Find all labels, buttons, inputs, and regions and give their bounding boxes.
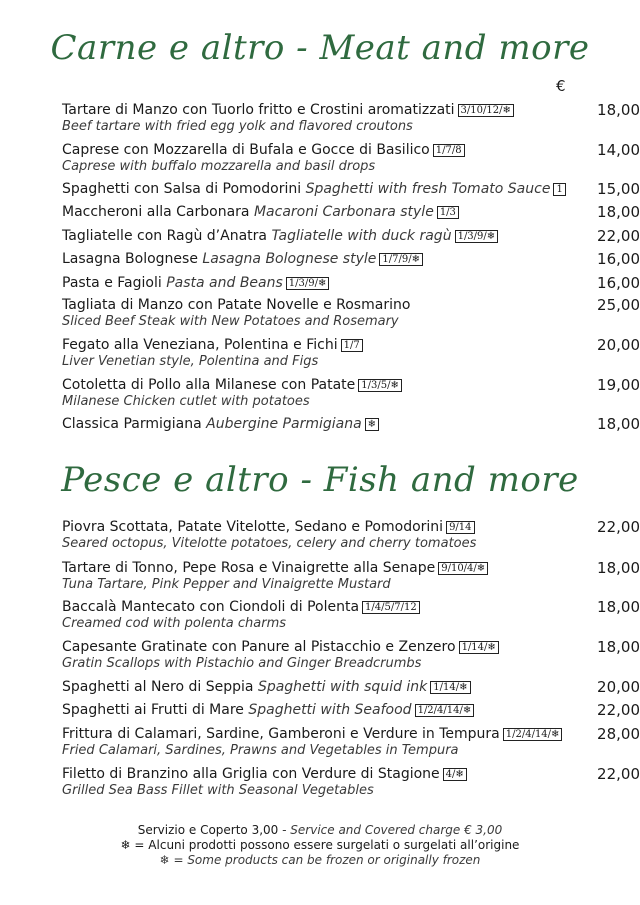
- menu-item-description: Beef tartare with fried egg yolk and flavored croutons: [62, 119, 413, 134]
- menu-item-description: Grilled Sea Bass Fillet with Seasonal Vegetables: [62, 783, 374, 798]
- fish-section-title: Pesce e altro - Fish and more: [61, 460, 579, 500]
- allergen-code: 1/3/5/❄: [358, 379, 402, 392]
- menu-item: [62, 765, 640, 799]
- menu-item-line: [62, 377, 582, 394]
- menu-item-description: Sliced Beef Steak with New Potatoes and Rosemary: [62, 314, 399, 329]
- menu-item: [62, 518, 640, 552]
- menu-item-line: [62, 251, 582, 268]
- allergen-code: 1/2/4/14/❄: [415, 704, 475, 717]
- allergen-code: 9/10/4/❄: [438, 562, 488, 575]
- meat-section-title: Carne e altro - Meat and more: [50, 28, 590, 68]
- menu-item: [62, 101, 640, 135]
- menu-item-translation: Spaghetti with Seafood: [248, 702, 412, 718]
- menu-item-price: 18,00: [597, 101, 640, 119]
- menu-item: [62, 638, 640, 672]
- menu-item-line: [62, 702, 582, 719]
- menu-item-line: [62, 519, 582, 536]
- menu-item-translation: Tagliatelle with duck ragù: [271, 228, 452, 244]
- menu-item-price: 20,00: [597, 678, 640, 696]
- currency-symbol: €: [556, 77, 566, 95]
- menu-item: [62, 296, 640, 330]
- menu-item-translation: Macaroni Carbonara style: [253, 204, 434, 220]
- menu-item-line: [62, 726, 582, 743]
- allergen-code: 1/4/5/7/12: [362, 601, 420, 614]
- menu-item-name: Spaghetti al Nero di Seppia: [62, 679, 254, 695]
- service-charge-line: [0, 823, 640, 838]
- menu-item-description: Creamed cod with polenta charms: [62, 616, 287, 631]
- menu-item-description: Fried Calamari, Sardines, Prawns and Vegetables in Tempura: [62, 743, 459, 758]
- menu-item-price: 22,00: [597, 227, 640, 245]
- menu-item: [62, 274, 640, 292]
- menu-item-price: 14,00: [597, 141, 640, 159]
- menu-item-description: Seared octopus, Vitelotte potatoes, celery and cherry tomatoes: [62, 536, 477, 551]
- menu-item-line: [62, 181, 582, 198]
- menu-item-name: Lasagna Bolognese: [62, 251, 198, 267]
- menu-item-translation: Spaghetti with squid ink: [257, 679, 428, 695]
- allergen-code: 1/7/8: [433, 144, 465, 157]
- menu-item-price: 28,00: [597, 725, 640, 743]
- menu-item-line: [62, 204, 582, 221]
- service-charge-en: - Service and Covered charge € 3,00: [282, 823, 503, 837]
- allergen-code: 1/3/9/❄: [286, 277, 330, 290]
- menu-item: [62, 203, 640, 221]
- menu-item-line: [62, 560, 582, 577]
- menu-item-price: 20,00: [597, 336, 640, 354]
- menu-item-line: [62, 416, 582, 433]
- allergen-code: 9/14: [446, 521, 474, 534]
- allergen-code: 1/14/❄: [459, 641, 499, 654]
- menu-item-name: Capesante Gratinate con Panure al Pistacchio e Zenzero: [62, 639, 456, 655]
- menu-item-price: 18,00: [597, 203, 640, 221]
- allergen-code: 1: [553, 183, 565, 196]
- menu-item-name: Tartare di Manzo con Tuorlo fritto e Crostini aromatizzati: [62, 102, 455, 118]
- menu-item: [62, 250, 640, 268]
- menu-item-line: [62, 275, 582, 292]
- menu-item-name: Pasta e Fagioli: [62, 275, 162, 291]
- menu-item-price: 22,00: [597, 518, 640, 536]
- menu-item: [62, 678, 640, 696]
- menu-item-description: Milanese Chicken cutlet with potatoes: [62, 394, 310, 409]
- menu-item-price: 22,00: [597, 701, 640, 719]
- menu-item-price: 19,00: [597, 376, 640, 394]
- menu-item-description: Gratin Scallops with Pistachio and Ginger Breadcrumbs: [62, 656, 422, 671]
- menu-item: [62, 141, 640, 175]
- allergen-code: 1/7/9/❄: [379, 253, 423, 266]
- menu-item-description: Caprese with buffalo mozzarella and basil drops: [62, 159, 376, 174]
- menu-item: [62, 376, 640, 410]
- allergen-code: 1/14/❄: [430, 681, 470, 694]
- menu-item-name: Piovra Scottata, Patate Vitelotte, Sedano e Pomodorini: [62, 519, 444, 535]
- allergen-code: 4/❄: [443, 768, 467, 781]
- menu-item-translation: Pasta and Beans: [166, 275, 283, 291]
- menu-item-line: [62, 228, 582, 245]
- menu-item-price: 18,00: [597, 559, 640, 577]
- menu-item-name: Fegato alla Veneziana, Polentina e Fichi: [62, 337, 338, 353]
- allergen-code: 1/3/9/❄: [455, 230, 499, 243]
- allergen-code: 1/2/4/14/❄: [503, 728, 563, 741]
- menu-item-name: Classica Parmigiana: [62, 416, 202, 432]
- menu-item-price: 18,00: [597, 638, 640, 656]
- menu-item-translation: Spaghetti with fresh Tomato Sauce: [305, 181, 551, 197]
- allergen-code: 3/10/12/❄: [458, 104, 514, 117]
- menu-item-price: 18,00: [597, 415, 640, 433]
- menu-item-line: [62, 297, 582, 314]
- menu-item-line: [62, 766, 582, 783]
- menu-item-name: Spaghetti ai Frutti di Mare: [62, 702, 244, 718]
- service-charge-it: Servizio e Coperto 3,00: [137, 823, 279, 837]
- menu-item-name: Baccalà Mantecato con Ciondoli di Polenta: [62, 599, 360, 615]
- allergen-code: 1/7: [341, 339, 363, 352]
- menu-item-name: Spaghetti con Salsa di Pomodorini: [62, 181, 302, 197]
- menu-item-name: Maccheroni alla Carbonara: [62, 204, 250, 220]
- footer-notes: [0, 823, 640, 868]
- menu-item: [62, 227, 640, 245]
- frozen-note-it: ❄ = Alcuni prodotti possono essere surgelati o surgelati all’origine: [120, 838, 520, 852]
- menu-item-price: 25,00: [597, 296, 640, 314]
- menu-item: [62, 559, 640, 593]
- menu-item: [62, 725, 640, 759]
- menu-item-name: Tagliatelle con Ragù d’Anatra: [62, 228, 267, 244]
- menu-item-name: Filetto di Branzino alla Griglia con Verdure di Stagione: [62, 766, 440, 782]
- menu-item-price: 15,00: [597, 180, 640, 198]
- allergen-code: ❄: [365, 418, 379, 431]
- allergen-code: 1/3: [437, 206, 459, 219]
- menu-item: [62, 701, 640, 719]
- menu-item-line: [62, 639, 582, 656]
- menu-item-price: 22,00: [597, 765, 640, 783]
- menu-item-translation: Aubergine Parmigiana: [206, 416, 362, 432]
- menu-item-name: Frittura di Calamari, Sardine, Gamberoni e Verdure in Tempura: [62, 726, 500, 742]
- menu-item-line: [62, 337, 582, 354]
- menu-item: [62, 415, 640, 433]
- menu-item-line: [62, 102, 582, 119]
- menu-item-line: [62, 142, 582, 159]
- menu-item-line: [62, 679, 582, 696]
- menu-item: [62, 180, 640, 198]
- menu-item-name: Cotoletta di Pollo alla Milanese con Patate: [62, 377, 356, 393]
- menu-item: [62, 336, 640, 370]
- menu-item-price: 18,00: [597, 598, 640, 616]
- menu-item-name: Tagliata di Manzo con Patate Novelle e Rosmarino: [62, 297, 411, 313]
- menu-item-price: 16,00: [597, 274, 640, 292]
- menu-item-translation: Lasagna Bolognese style: [202, 251, 377, 267]
- menu-item-line: [62, 599, 582, 616]
- menu-item-price: 16,00: [597, 250, 640, 268]
- menu-item-description: Liver Venetian style, Polentina and Figs: [62, 354, 319, 369]
- menu-item-name: Tartare di Tonno, Pepe Rosa e Vinaigrette alla Senape: [62, 560, 436, 576]
- menu-item: [62, 598, 640, 632]
- frozen-note-en: ❄ = Some products can be frozen or originally frozen: [159, 853, 481, 867]
- menu-item-description: Tuna Tartare, Pink Pepper and Vinaigrette Mustard: [62, 577, 391, 592]
- menu-item-name: Caprese con Mozzarella di Bufala e Gocce di Basilico: [62, 142, 430, 158]
